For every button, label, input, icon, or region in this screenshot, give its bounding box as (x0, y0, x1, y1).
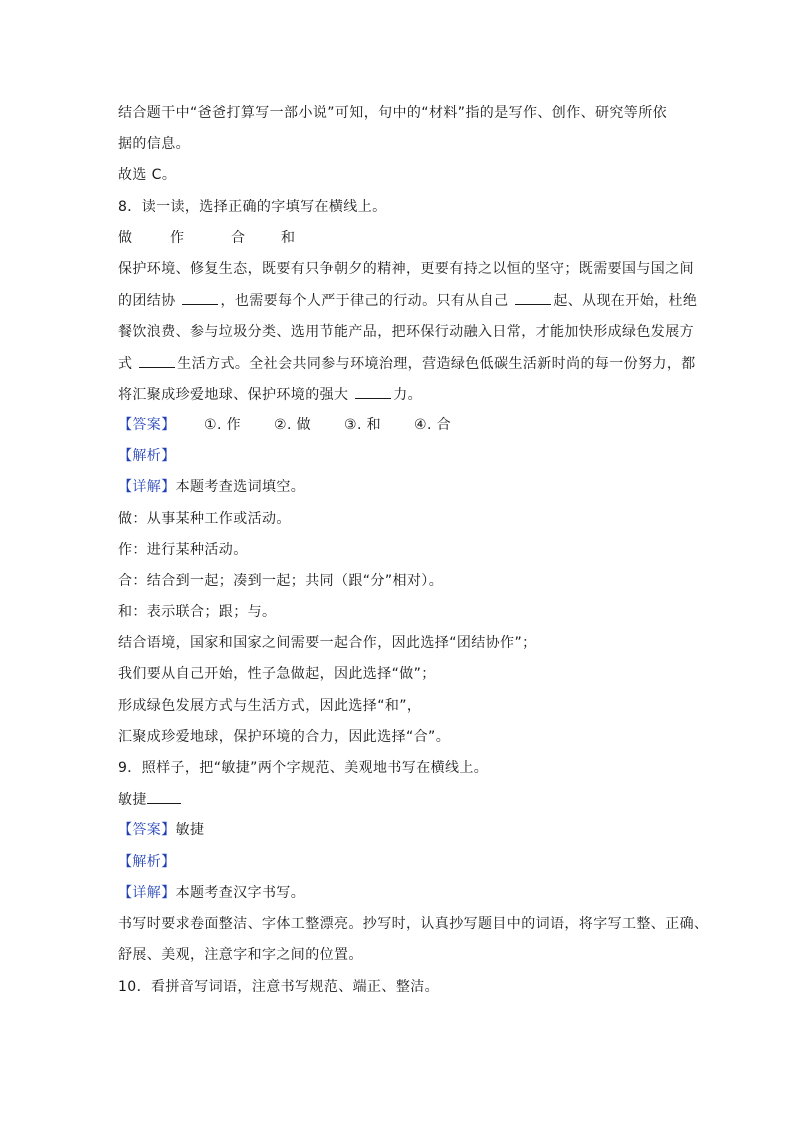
answer-tag: 【答案】 (118, 822, 176, 838)
question-8-title: 8．读一读，选择正确的字填写在横线上。 (118, 199, 387, 215)
text-line: 合：结合到一起；凑到一起；共同（跟“分”相对）。 (118, 573, 444, 589)
detail-line (118, 884, 305, 902)
answer-item: ③. 和 (344, 417, 382, 433)
question-9-sample (118, 790, 183, 809)
passage-line (118, 291, 697, 310)
text-line: 舒展、美观，注意字和字之间的位置。 (118, 947, 363, 963)
answer-blank[interactable] (355, 385, 391, 399)
answer-blank[interactable] (139, 354, 175, 368)
text-line: 做：从事某种工作或活动。 (118, 511, 291, 527)
sample-word: 敏捷 (118, 792, 147, 808)
analysis-tag: 【解析】 (118, 448, 176, 464)
passage-line (118, 354, 696, 373)
passage-line: 餐饮浪费、参与垃圾分类、选用节能产品，把环保行动融入日常，才能加快形成绿色发展方 (118, 324, 694, 340)
detail-text: 本题考查选词填空。 (175, 479, 306, 495)
text-line: 故选 C。 (118, 167, 177, 183)
question-10-title: 10．看拼音写词语，注意书写规范、端正、整洁。 (118, 979, 440, 995)
text-line: 书写时要求卷面整洁、字体工整漂亮。抄写时，认真抄写题目中的词语，将字写工整、正确、 (118, 916, 709, 932)
passage-text: 起、从现在开始，杜绝 (553, 293, 698, 309)
answer-line (118, 821, 204, 839)
text-line: 形成绿色发展方式与生活方式，因此选择“和”， (118, 698, 422, 714)
detail-line (118, 478, 305, 496)
passage-text: 力。 (393, 387, 423, 403)
answer-item: ①. 作 (204, 417, 242, 433)
option-char: 和 (281, 230, 296, 246)
passage-text: 生活方式。全社会共同参与环境治理，营造绿色低碳生活新时尚的每一份努力，都 (177, 356, 696, 372)
option-char: 作 (170, 230, 185, 246)
passage-line: 保护环境、修复生态，既要有只争朝夕的精神，更要有持之以恒的坚守；既需要国与国之间 (118, 261, 694, 277)
text-line: 我们要从自己开始，性子急做起，因此选择“做”； (118, 666, 436, 682)
detail-text: 本题考查汉字书写。 (175, 885, 306, 901)
answer-item: ④. 合 (414, 417, 452, 433)
passage-text: 将汇聚成珍爱地球、保护环境的强大 (118, 387, 349, 403)
detail-tag: 【详解】 (118, 885, 176, 901)
analysis-tag: 【解析】 (118, 854, 176, 870)
passage-text: 式 (118, 356, 133, 372)
answer-blank[interactable] (182, 291, 218, 305)
answer-blank[interactable] (515, 291, 551, 305)
question-9-title: 9．照样子，把“敏捷”两个字规范、美观地书写在横线上。 (118, 760, 489, 776)
passage-text: 的团结协 (118, 293, 176, 309)
option-char: 做 (118, 230, 133, 246)
text-line: 据的信息。 (118, 136, 190, 152)
passage-text: ，也需要每个人严于律己的行动。只有从自己 (220, 293, 509, 309)
text-line: 结合语境，国家和国家之间需要一起合作，因此选择“团结协作”； (118, 635, 537, 651)
detail-tag: 【详解】 (118, 479, 176, 495)
answer-tag: 【答案】 (118, 417, 176, 433)
passage-line (118, 385, 422, 404)
option-char: 合 (231, 230, 246, 246)
answer-item: ②. 做 (274, 417, 312, 433)
answer-text: 敏捷 (175, 822, 205, 838)
text-line: 结合题干中“爸爸打算写一部小说”可知，句中的“材料”指的是写作、创作、研究等所依 (118, 105, 668, 121)
text-line: 和：表示联合；跟；与。 (118, 604, 277, 620)
answer-blank[interactable] (147, 790, 181, 804)
text-line: 汇聚成珍爱地球，保护环境的合力，因此选择“合”。 (118, 729, 451, 745)
text-line: 作：进行某种活动。 (118, 542, 248, 558)
